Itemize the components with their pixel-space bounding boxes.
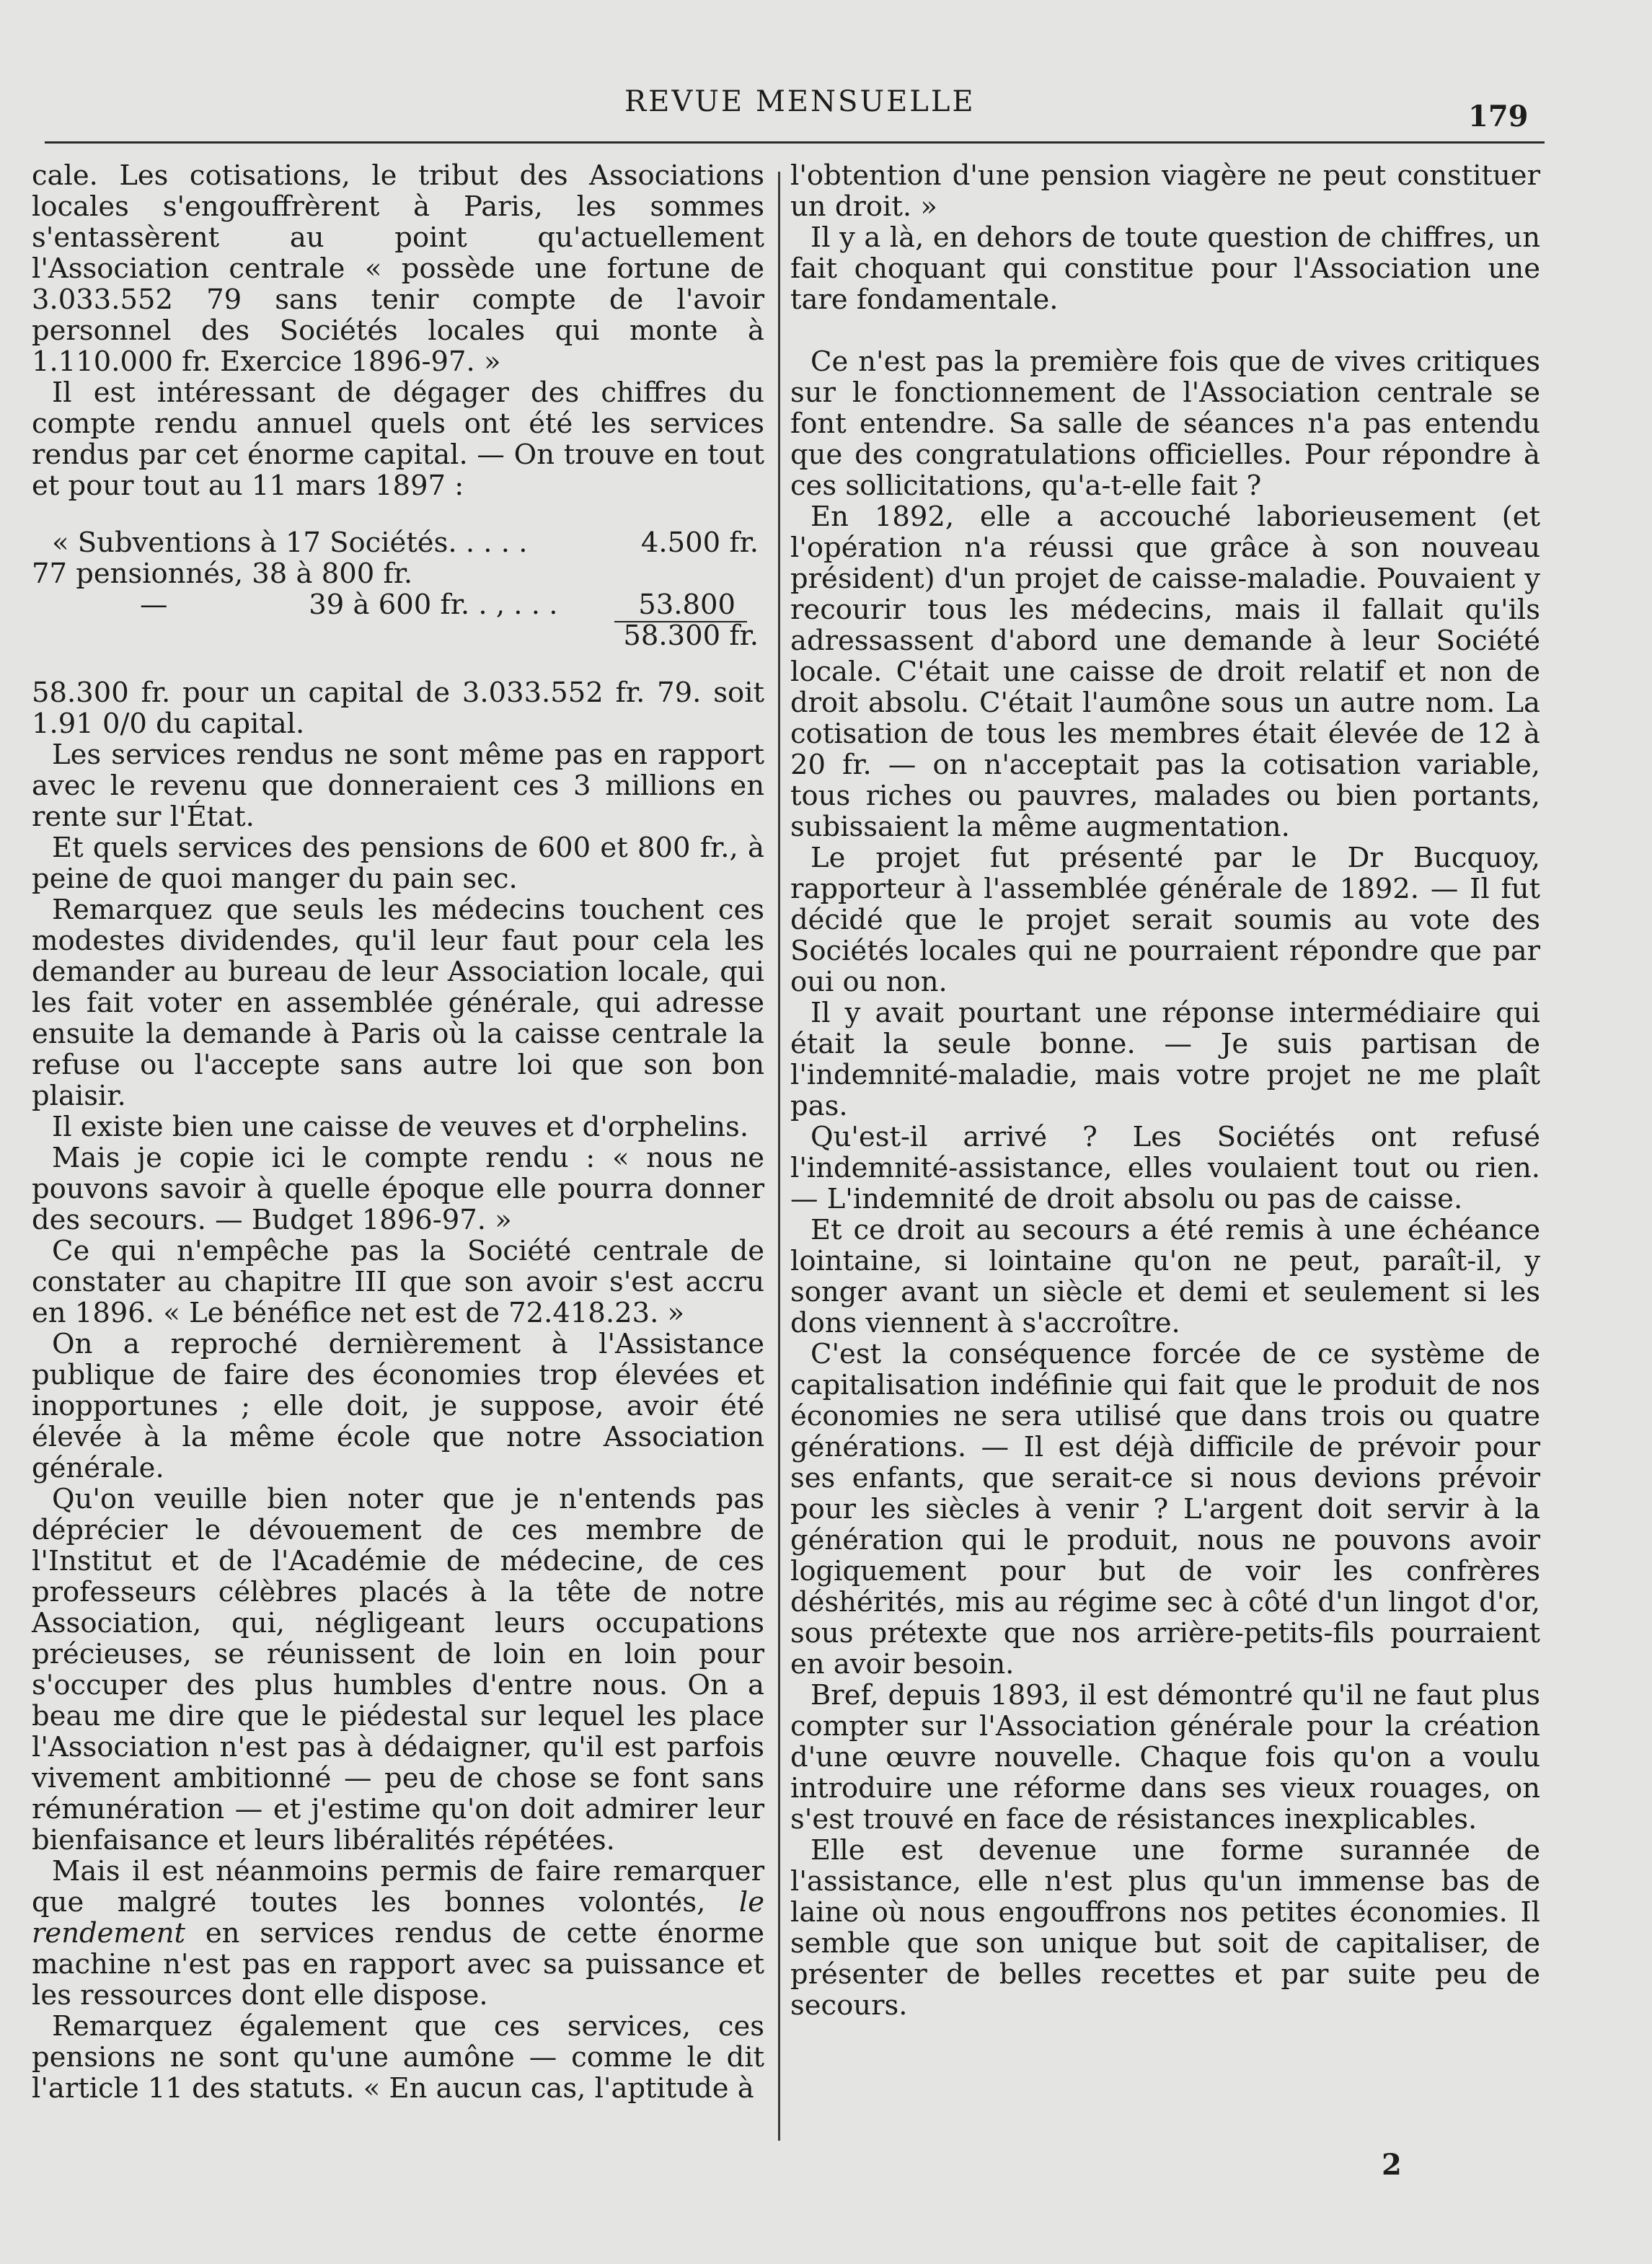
column-rule	[778, 172, 780, 2141]
paragraph: Il y avait pourtant une réponse intermédiaire qui était la seule bonne. — Je suis partisan de l'indemnité-maladie, mais votre projet ne me plaît pas.	[790, 997, 1540, 1122]
paragraph: C'est la conséquence forcée de ce système de capitalisation indéfinie qui fait que le produit de nos économies ne sera utilisé que dans trois ou quatre générations. — Il est déjà difficile de prévoir pour ses enfants, que serait-ce si nous devions prévoir pour les siècles à venir ? L'argent doit servir à la génération qui le produit, nous ne pouvons avoir logiquement pour but de voir les confrères déshérités, mis au régime sec à côté d'un lingot d'or, sous prétexte que nos arrière-petits-fils pourraient en avoir besoin.	[790, 1338, 1540, 1681]
subsidy-table	[32, 527, 764, 651]
right-column	[790, 160, 1540, 2021]
paragraph: Les services rendus ne sont même pas en rapport avec le revenu que donneraient ces 3 millions en rente sur l'État.	[32, 739, 764, 833]
paragraph: 58.300 fr. pour un capital de 3.033.552 fr. 79. soit 1.91 0/0 du capital.	[32, 677, 764, 740]
table-row	[32, 558, 764, 589]
paragraph: Ce n'est pas la première fois que de vives critiques sur le fonctionnement de l'Association centrale se font entendre. Sa salle de séances n'a pas entendu que des congratulations officielles. Pour répondre à ces sollicitations, qu'a-t-elle fait ?	[790, 345, 1540, 502]
paragraph: On a reproché dernièrement à l'Assistance publique de faire des économies trop élevées et inopportunes ; elle doit, je suppose, avoir été élevée à la même école que notre Association générale.	[32, 1328, 764, 1484]
paragraph: Bref, depuis 1893, il est démontré qu'il ne faut plus compter sur l'Association générale pour la création d'une œuvre nouvelle. Chaque fois qu'on a voulu introduire une réforme dans ses vieux rouages, on s'est trouvé en face de résistances inexplicables.	[790, 1679, 1540, 1836]
text-run: Mais il est néanmoins permis de faire remarquer que malgré toutes les bonnes volontés,	[32, 1855, 764, 1919]
table-amount: 53.800	[638, 589, 736, 621]
page-number: 179	[1468, 100, 1529, 133]
running-head	[0, 85, 1652, 133]
paragraph: Qu'est-il arrivé ? Les Sociétés ont refusé l'indemnité-assistance, elles voulaient tout ou rien. — L'indemnité de droit absolu ou pas de caisse.	[790, 1121, 1540, 1215]
paragraph: Et quels services des pensions de 600 et 800 fr., à peine de quoi manger du pain sec.	[32, 832, 764, 895]
emphasis: le rendement	[32, 1886, 764, 1950]
paragraph: Elle est devenue une forme surannée de l'assistance, elle n'est plus qu'un immense bas de laine où nous engouffrons nos petites économies. Il semble que son unique but soit de capitaliser, de présenter de belles recettes et par suite peu de secours.	[790, 1834, 1540, 2022]
paragraph: l'obtention d'une pension viagère ne peut constituer un droit. »	[790, 159, 1540, 223]
table-label: « Subventions à 17 Sociétés. . . . .	[52, 527, 528, 559]
paragraph: Remarquez également que ces services, ces pensions ne sont qu'une aumône — comme le dit l'article 11 des statuts. « En aucun cas, l'aptitude à	[32, 2010, 764, 2105]
table-label: 77 pensionnés, 38 à 800 fr.	[32, 558, 413, 590]
table-total: 58.300 fr.	[623, 620, 759, 652]
paragraph: Il y a là, en dehors de toute question de chiffres, un fait choquant qui constitue pour l'Association une tare fondamentale.	[790, 221, 1540, 316]
table-row	[32, 589, 764, 620]
journal-title: REVUE MENSUELLE	[624, 85, 976, 118]
paragraph: Remarquez que seuls les médecins touchent ces modestes dividendes, qu'il leur faut pour cela les demander au bureau de leur Association locale, qui les fait voter en assemblée générale, qui adresse ensuite la demande à Paris où la caisse centrale la refuse ou l'accepte sans autre loi que son bon plaisir.	[32, 894, 764, 1112]
left-column	[32, 160, 764, 2104]
paragraph: Il est intéressant de dégager des chiffres du compte rendu annuel quels ont été les services rendus par cet énorme capital. — On trouve en tout et pour tout au 11 mars 1897 :	[32, 376, 764, 502]
paragraph	[32, 1856, 764, 2011]
paragraph: Et ce droit au secours a été remis à une échéance lointaine, si lointaine qu'on ne peut, paraît-il, y songer avant un siècle et demi et seulement si les dons viennent à s'accroître.	[790, 1214, 1540, 1339]
header-rule	[45, 141, 1545, 144]
paragraph: Le projet fut présenté par le Dr Bucquoy, rapporteur à l'assemblée générale de 1892. — Il fut décidé que le projet serait soumis au vote des Sociétés locales qui ne pourraient répondre que par oui ou non.	[790, 842, 1540, 998]
paragraph: En 1892, elle a accouché laborieusement (et l'opération n'a réussi que grâce à son nouveau président) d'un projet de caisse-maladie. Pouvaient y recourir tous les médecins, mais il fallait qu'ils adressassent d'abord une demande à leur Société locale. C'était une caisse de droit relatif et non de droit absolu. C'était l'aumône sous un autre nom. La cotisation de tous les membres était élevée de 12 à 20 fr. — on n'acceptait pas la cotisation variable, tous riches ou pauvres, malades ou bien portants, subissaient la même augmentation.	[790, 501, 1540, 843]
paragraph: Il existe bien une caisse de veuves et d'orphelins.	[52, 1111, 749, 1143]
table-label: — 39 à 600 fr. . , . . .	[140, 589, 558, 621]
paragraph: Mais je copie ici le compte rendu : « nous ne pouvons savoir à quelle époque elle pourra donner des secours. — Budget 1896-97. »	[32, 1142, 764, 1236]
paragraph: Qu'on veuille bien noter que je n'entends pas déprécier le dévouement de ces membre de l'Institut et de l'Académie de médecine, de ces professeurs célèbres placés à la tête de notre Association, qui, négligeant leurs occupations précieuses, se réunissent de loin en loin pour s'occuper des plus humbles d'entre nous. On a beau me dire que le piédestal sur lequel les place l'Association n'est pas à dédaigner, qu'il est parfois vivement ambitionné — peu de chose se font sans rémunération — et j'estime qu'on doit admirer leur bienfaisance et leurs libéralités répétées.	[32, 1483, 764, 1856]
signature-mark: 2	[1382, 2148, 1402, 2182]
table-row	[32, 527, 764, 558]
table-amount: 4.500 fr.	[640, 527, 759, 559]
paragraph: cale. Les cotisations, le tribut des Associations locales s'engouffrèrent à Paris, les sommes s'entassèrent au point qu'actuellement l'Association centrale « possède une fortune de 3.033.552 79 sans tenir compte de l'avoir personnel des Sociétés locales qui monte à 1.110.000 fr. Exercice 1896-97. »	[32, 159, 764, 378]
table-row	[32, 620, 764, 651]
text-run: en services rendus de cette énorme machine n'est pas en rapport avec sa puissance et les ressources dont elle dispose.	[32, 1917, 764, 2012]
paragraph: Ce qui n'empêche pas la Société centrale de constater au chapitre III que son avoir s'est accru en 1896. « Le bénéfice net est de 72.418.23. »	[32, 1235, 764, 1329]
